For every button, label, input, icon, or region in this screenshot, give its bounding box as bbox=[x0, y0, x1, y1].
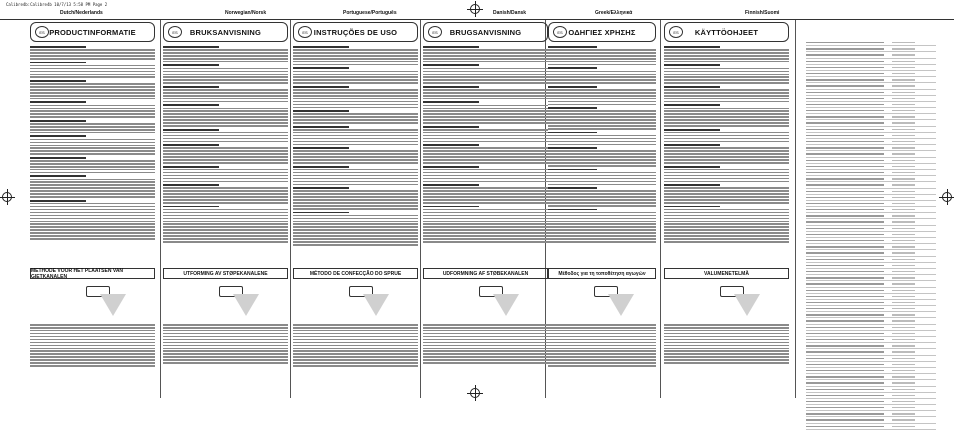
sprue-section-da bbox=[423, 268, 548, 365]
sprue-diagram bbox=[293, 282, 418, 320]
panel-no bbox=[163, 22, 288, 244]
spray-cone-icon bbox=[734, 294, 760, 316]
panel-da bbox=[423, 22, 548, 244]
page-slug: Calibre4b:Calibre4b 10/7/13 5:58 PM Page 2 bbox=[6, 2, 108, 7]
panel-title: BRUGSANVISNING bbox=[449, 27, 522, 37]
sprue-diagram bbox=[163, 282, 288, 320]
burnout-schedule-table bbox=[806, 40, 936, 430]
section-heading: METHODE VOOR HET PLAATSEN VAN GIETKANALEN bbox=[30, 268, 155, 279]
section-heading: UDFORMNING AF STØBEKANALEN bbox=[423, 268, 548, 279]
panel-title: PRODUCTINFORMATIE bbox=[49, 27, 136, 37]
panel-body-text bbox=[30, 46, 155, 240]
language-label-fi: Finnish/Suomi bbox=[745, 10, 780, 16]
sprue-diagram bbox=[548, 282, 656, 320]
section-heading: MÉTODO DE CONFECÇÃO DO SPRUE bbox=[293, 268, 418, 279]
section-heading: UTFORMING AV STØPEKANALENE bbox=[163, 268, 288, 279]
panel-fi bbox=[664, 22, 789, 244]
spray-cone-icon bbox=[493, 294, 519, 316]
sprue-section-fi bbox=[664, 268, 789, 365]
spray-cone-icon bbox=[608, 294, 634, 316]
panel-body-text bbox=[664, 46, 789, 243]
panel-body-text bbox=[548, 46, 656, 243]
spray-cone-icon bbox=[363, 294, 389, 316]
brand-logo: ES bbox=[669, 26, 683, 38]
section-heading: VALUMENETELMÄ bbox=[664, 268, 789, 279]
panel-title: ΟΔΗΓΙΕΣ ΧΡΗΣΗΣ bbox=[568, 27, 636, 37]
panel-nl bbox=[30, 22, 155, 241]
panel-title: INSTRUÇÕES DE USO bbox=[313, 27, 398, 37]
crop-mark-icon bbox=[2, 192, 12, 202]
language-label-nl: Dutch/Nederlands bbox=[60, 10, 103, 16]
crop-mark-icon bbox=[470, 4, 480, 14]
panel-banner bbox=[293, 22, 418, 42]
brand-logo: ES bbox=[553, 26, 567, 38]
divider bbox=[160, 20, 161, 398]
crop-mark-icon bbox=[942, 192, 952, 202]
panel-pt bbox=[293, 22, 418, 247]
brand-logo: ES bbox=[35, 26, 49, 38]
divider bbox=[420, 20, 421, 398]
section-body-text bbox=[548, 324, 656, 367]
panel-title: KÄYTTÖOHJEET bbox=[694, 27, 759, 37]
section-body-text bbox=[423, 324, 548, 364]
sprue-diagram bbox=[30, 282, 155, 320]
language-label-da: Danish/Dansk bbox=[493, 10, 527, 16]
brand-logo: ES bbox=[428, 26, 442, 38]
sprue-section-no bbox=[163, 268, 288, 365]
panel-el bbox=[548, 22, 656, 244]
panel-body-text bbox=[423, 46, 548, 243]
sprue-section-nl bbox=[30, 268, 155, 368]
panel-body-text bbox=[163, 46, 288, 243]
sprue-diagram bbox=[423, 282, 548, 320]
spray-cone-icon bbox=[100, 294, 126, 316]
language-label-pt: Portuguese/Português bbox=[343, 10, 397, 16]
panel-body-text bbox=[293, 46, 418, 246]
panel-banner bbox=[548, 22, 656, 42]
panel-banner bbox=[664, 22, 789, 42]
panel-title: BRUKSANVISNING bbox=[189, 27, 262, 37]
top-rule bbox=[0, 19, 954, 20]
divider bbox=[290, 20, 291, 398]
section-body-text bbox=[664, 324, 789, 364]
sprue-section-el bbox=[548, 268, 656, 368]
section-body-text bbox=[163, 324, 288, 364]
spray-cone-icon bbox=[233, 294, 259, 316]
brand-logo: ES bbox=[168, 26, 182, 38]
sprue-section-pt bbox=[293, 268, 418, 368]
panel-banner bbox=[423, 22, 548, 42]
section-body-text bbox=[293, 324, 418, 367]
section-heading: Μέθοδος για τη τοποθέτηση αγωγών bbox=[548, 268, 656, 279]
panel-banner bbox=[163, 22, 288, 42]
divider bbox=[795, 20, 796, 398]
language-label-el: Greek/Ελληνικά bbox=[595, 10, 633, 16]
divider bbox=[660, 20, 661, 398]
section-body-text bbox=[30, 324, 155, 367]
crop-mark-icon bbox=[470, 388, 480, 398]
brand-logo: ES bbox=[298, 26, 312, 38]
sprue-diagram bbox=[664, 282, 789, 320]
panel-banner bbox=[30, 22, 155, 42]
language-label-no: Norwegian/Norsk bbox=[225, 10, 267, 16]
